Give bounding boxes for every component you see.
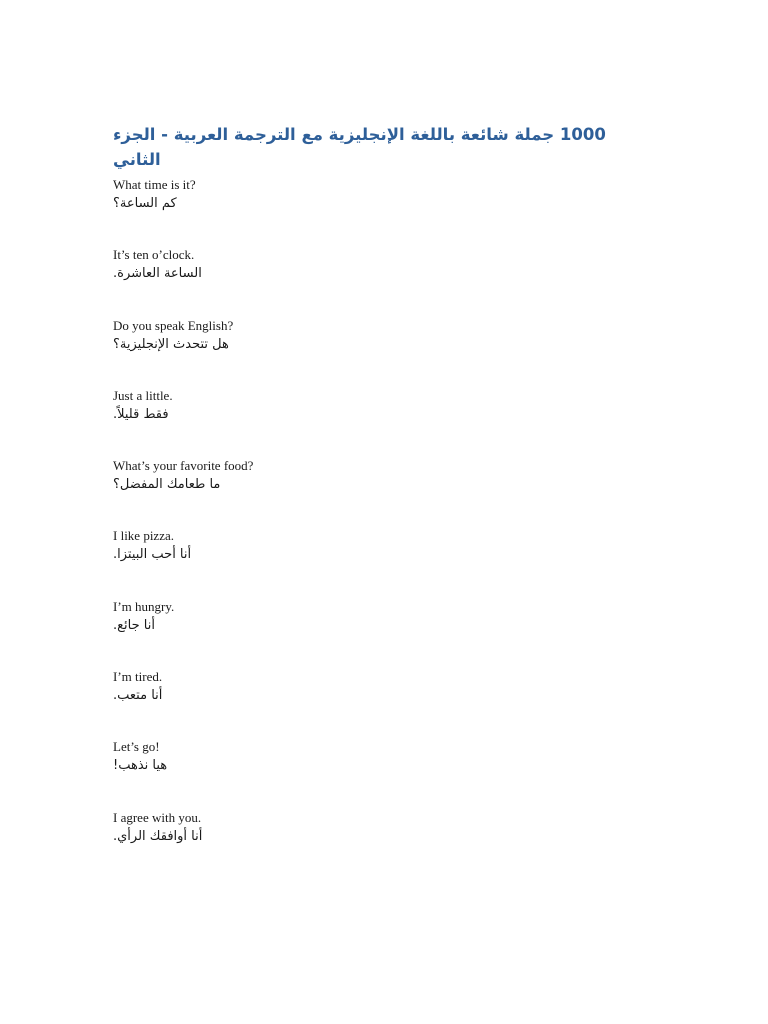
english-phrase: I’m tired. (113, 669, 163, 685)
document-title: 1000 جملة شائعة باللغة الإنجليزية مع الترجمة العربية - الجزء الثاني (113, 125, 606, 169)
phrase-pair (113, 457, 633, 527)
arabic-translation: هيا نذهب! (113, 758, 168, 774)
phrase-pair (113, 809, 633, 879)
english-phrase: I’m hungry. (113, 598, 175, 614)
phrase-list (113, 176, 633, 879)
english-phrase: What time is it? (113, 177, 196, 192)
english-phrase: I agree with you. (113, 809, 202, 825)
arabic-translation: الساعة العاشرة. (113, 266, 202, 282)
arabic-translation: أنا أوافقك الرأي. (113, 828, 203, 844)
english-phrase: Do you speak English? (113, 317, 234, 333)
arabic-translation: ما طعامك المفضل؟ (113, 477, 221, 493)
document-content (113, 122, 633, 879)
phrase-pair (113, 527, 633, 597)
arabic-translation: كم الساعة؟ (113, 196, 177, 211)
phrase-pair (113, 668, 633, 738)
arabic-translation: أنا جائع. (113, 617, 155, 633)
phrase-pair (113, 387, 633, 457)
arabic-translation: أنا أحب البيتزا. (113, 547, 192, 563)
arabic-translation: أنا متعب. (113, 688, 163, 704)
phrase-pair (113, 176, 633, 246)
phrase-pair (113, 598, 633, 668)
phrase-pair (113, 317, 633, 387)
english-phrase: I like pizza. (113, 528, 174, 544)
phrase-pair (113, 738, 633, 808)
phrase-pair (113, 246, 633, 316)
english-phrase: What’s your favorite food? (113, 458, 254, 474)
english-phrase: It’s ten o’clock. (113, 247, 195, 263)
arabic-translation: فقط قليلاً. (113, 406, 169, 422)
english-phrase: Let’s go! (113, 739, 160, 755)
english-phrase: Just a little. (113, 387, 173, 403)
arabic-translation: هل تتحدث الإنجليزية؟ (113, 336, 229, 352)
